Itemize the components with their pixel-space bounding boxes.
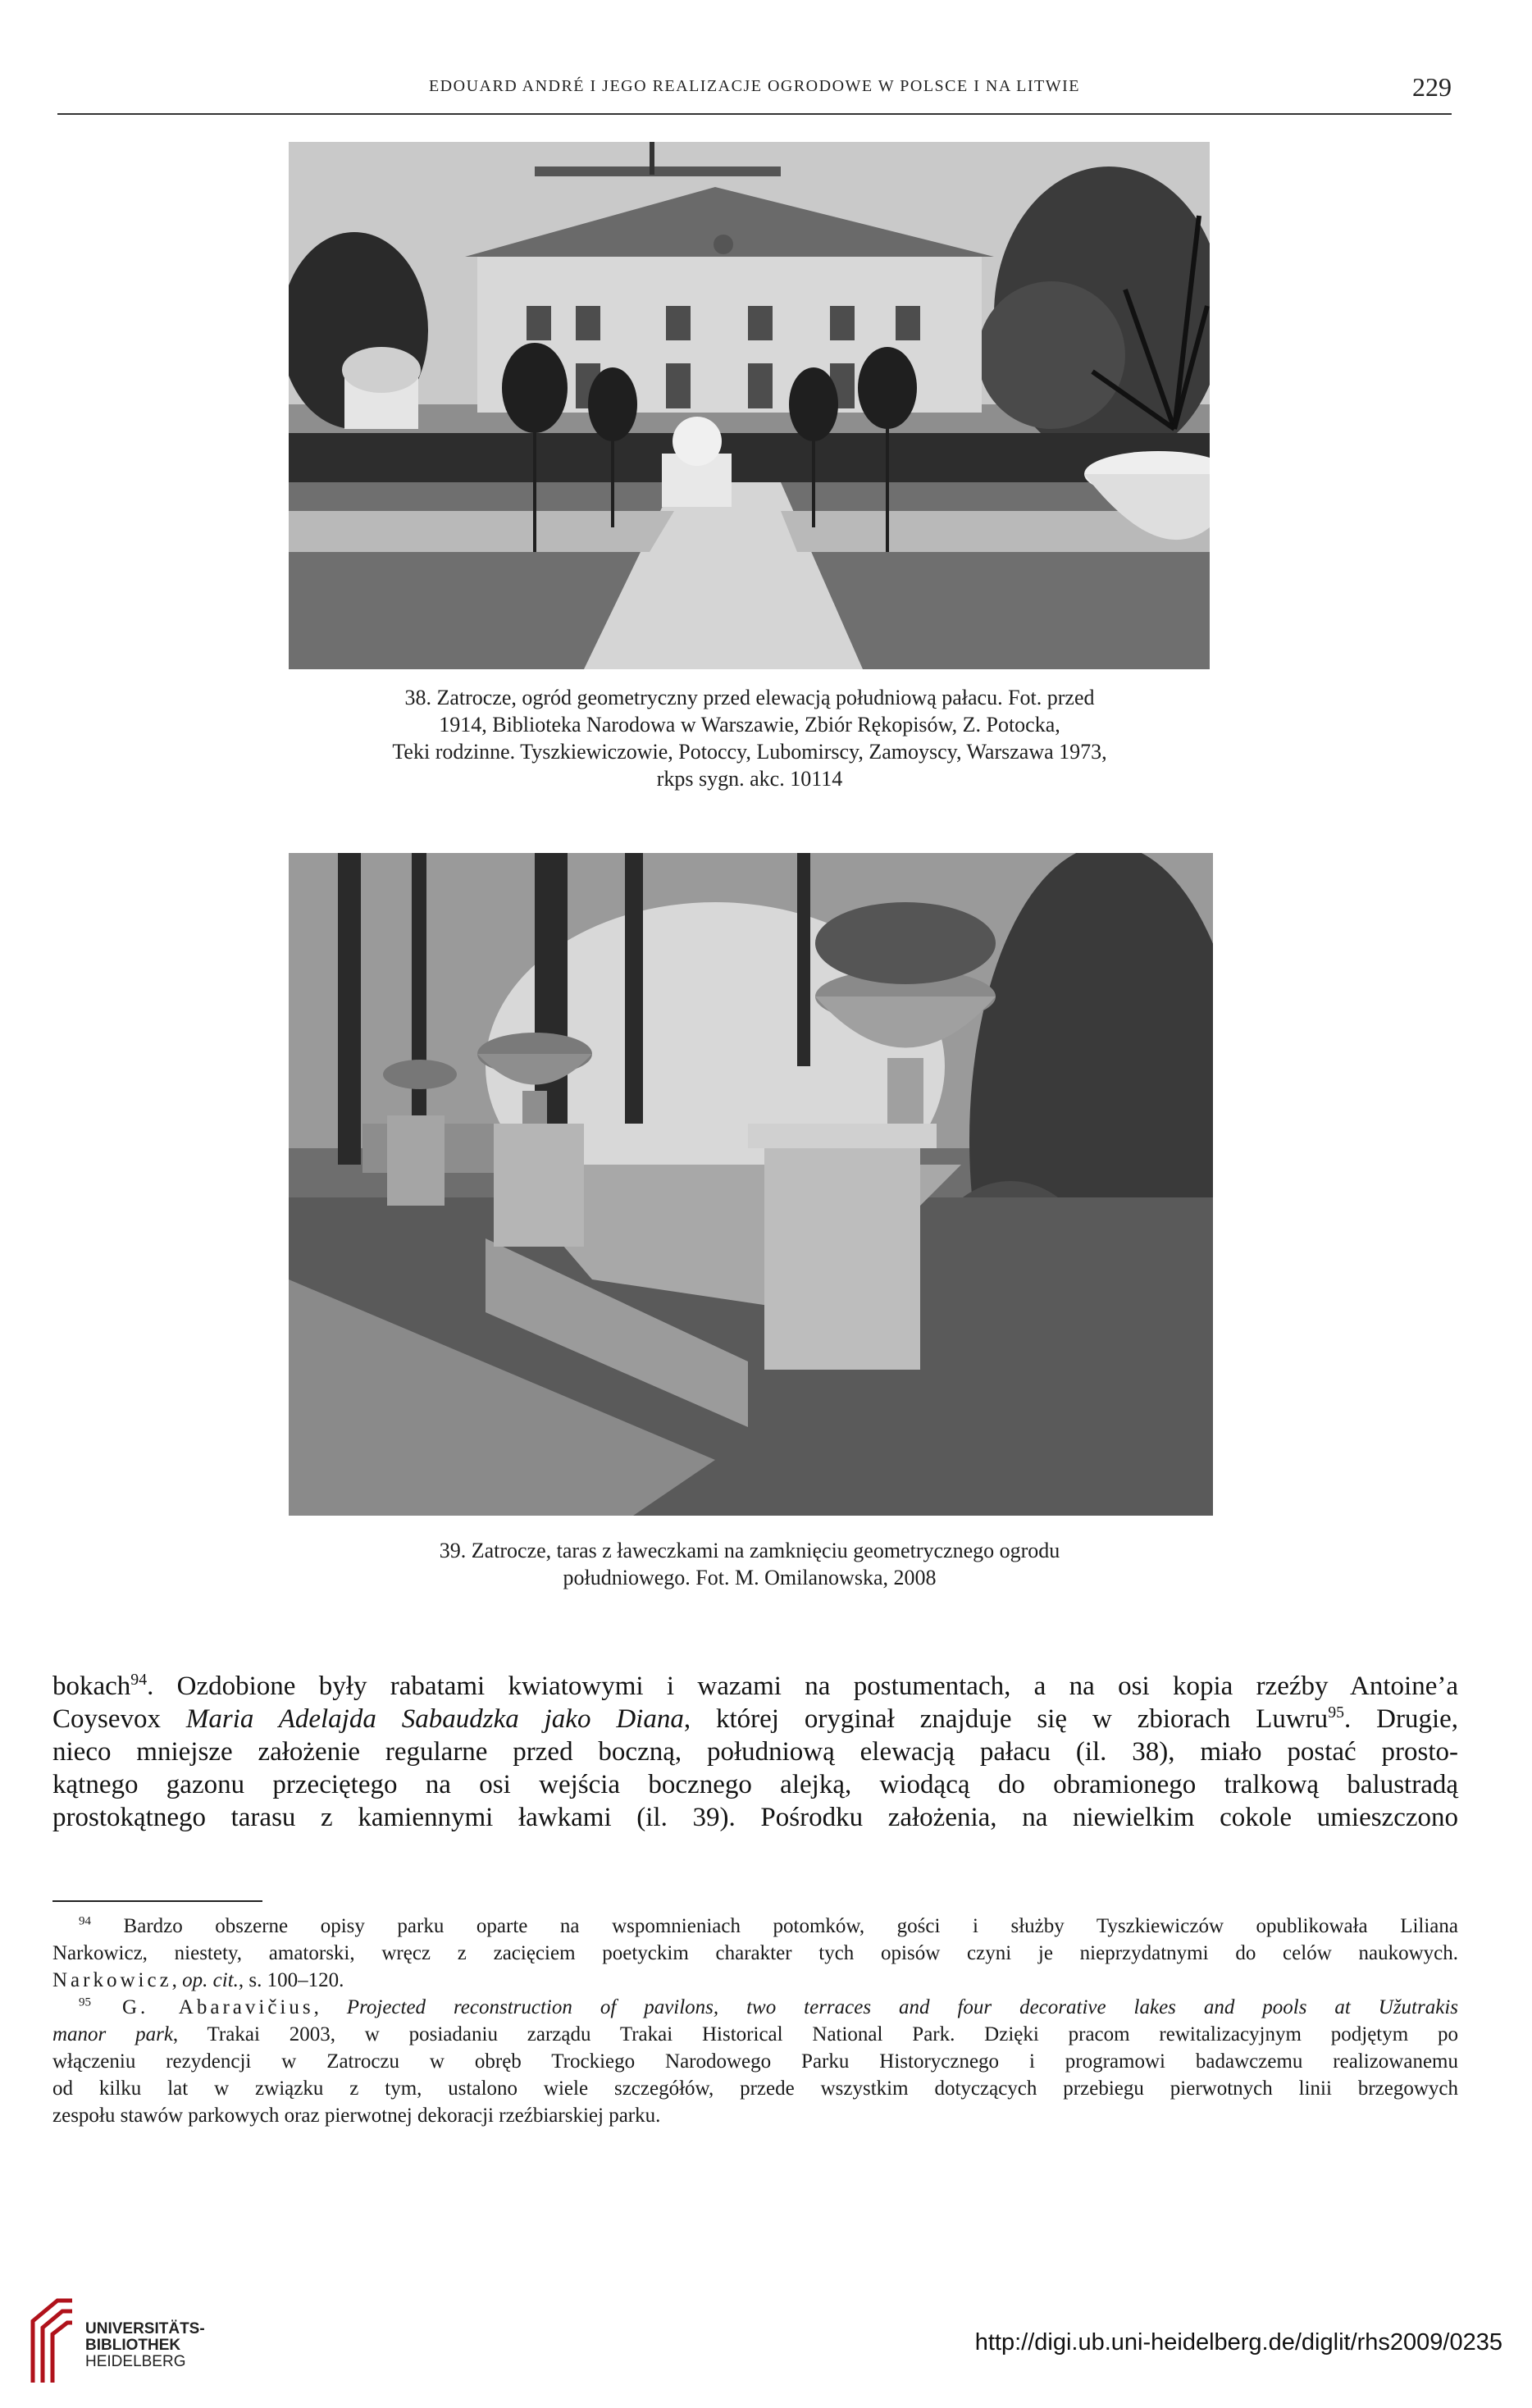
body-text-run: Coysevox (52, 1704, 186, 1734)
body-line: kątnego gazonu przeciętego na osi wejścia bocznego alejką, wiodącą do obramionego tralkową balustradą (52, 1770, 1458, 1799)
footnote-95 (52, 1994, 1458, 2129)
footnote-line (52, 1913, 1458, 1940)
footnote-line: Narkowicz, niestety, amatorski, wręcz z zacięciem poetyckim charakter tych opisów czyni je nieprzydatnymi do celów naukowych. (52, 1942, 1458, 1964)
footnote-line (52, 1994, 1458, 2021)
footnotes (52, 1913, 1458, 2129)
footnote-text: , (171, 1969, 183, 1991)
body-line: prostokątnego tarasu z kamiennymi ławkami (il. 39). Pośrodku założenia, na niewielkim cokole umieszczono (52, 1803, 1458, 1832)
header-rule (57, 113, 1452, 115)
running-title: EDOUARD ANDRÉ I JEGO REALIZACJE OGRODOWE W POLSCE I NA LITWIE (428, 77, 1081, 95)
running-header (57, 72, 1452, 108)
caption-line: 1914, Biblioteka Narodowa w Warszawie, Zbiór Rękopisów, Z. Potocka, (439, 713, 1060, 737)
library-name-line: UNIVERSITÄTS- (85, 2320, 205, 2337)
work-title: Projected reconstruction of pavilons, two terraces and four decorative lakes and pools at Užutrakis (346, 1996, 1458, 2018)
figure-38-caption (271, 684, 1229, 792)
author-name: Narkowicz (52, 1969, 172, 1991)
library-name-line: BIBLIOTHEK (85, 2337, 181, 2354)
body-text-run: bokach (52, 1671, 131, 1701)
body-line (52, 1703, 1458, 1735)
terrace-image (289, 853, 1213, 1516)
page-number: 229 (1412, 72, 1452, 102)
caption-line: rkps sygn. akc. 10114 (656, 767, 843, 791)
work-title: manor park (52, 2023, 173, 2045)
caption-line: Teki rodzinne. Tyszkiewiczowie, Potoccy, Lubomirscy, Zamoyscy, Warszawa 1973, (392, 740, 1107, 764)
figure-38-photo (289, 142, 1210, 669)
footnote-line (52, 1967, 1458, 1994)
footnote-ref-94[interactable]: 94 (130, 1671, 148, 1689)
library-logo-icon (25, 2296, 77, 2387)
permalink-url[interactable]: http://digi.ub.uni-heidelberg.de/diglit/rhs2009/0235 (974, 2329, 1502, 2356)
citation-abbrev: op. cit. (182, 1969, 239, 1991)
footnote-line: zespołu stawów parkowych oraz pierwotnej dekoracji rzeźbiarskiej parku. (52, 2105, 661, 2127)
author-name: G. Abaravičius (91, 1996, 314, 2018)
library-name (85, 2321, 205, 2370)
footnote-rule (52, 1900, 262, 1902)
footnote-94 (52, 1913, 1458, 1994)
figure-39-caption (271, 1537, 1229, 1591)
body-line (52, 1670, 1458, 1703)
footnote-text: , (313, 1996, 347, 2018)
digitization-footer (0, 2296, 1532, 2408)
footnote-line: od kilku lat w związku z tym, ustalono wiele szczegółów, przede wszystkim dotyczących przebiegu pierwotnych linii brzegowych (52, 2077, 1458, 2100)
artwork-title: Maria Adelajda Sabaudzka jako Diana (185, 1704, 684, 1734)
library-name-line: HEIDELBERG (85, 2353, 186, 2370)
palace-garden-image (289, 142, 1210, 669)
figure-39-photo (289, 853, 1213, 1516)
body-text-run: . Ozdobione były rabatami kwiatowymi i wazami na postumentach, a na osi kopia rzeźby Antoine’a (147, 1671, 1458, 1701)
footnote-line (52, 2021, 1458, 2048)
footnote-text: , Trakai 2003, w posiadaniu zarządu Trakai Historical National Park. Dzięki pracom rewitalizacyjnym podjętym po (172, 2023, 1458, 2045)
body-line: nieco mniejsze założenie regularne przed boczną, południową elewacją pałacu (il. 38), miało postać prosto- (52, 1737, 1458, 1767)
caption-line: południowego. Fot. M. Omilanowska, 2008 (563, 1566, 937, 1589)
caption-line: 38. Zatrocze, ogród geometryczny przed elewacją południową pałacu. Fot. przed (404, 686, 1095, 709)
footnote-text: , s. 100–120. (238, 1969, 344, 1991)
footnote-ref-95[interactable]: 95 (1328, 1703, 1344, 1722)
body-text-run: . Drugie, (1343, 1704, 1459, 1734)
footnote-line: włączeniu rezydencji w Zatroczu w obręb Trockiego Narodowego Parku Historycznego i programowi badawczemu realizowanemu (52, 2050, 1458, 2073)
footnote-number: 94 (79, 1914, 91, 1928)
footnote-text: Bardzo obszerne opisy parku oparte na wspomnieniach potomków, gości i służby Tyszkiewiczów opublikowała Liliana (91, 1915, 1458, 1937)
caption-line: 39. Zatrocze, taras z ławeczkami na zamknięciu geometrycznego ogrodu (439, 1539, 1060, 1562)
footnote-number: 95 (79, 1995, 91, 2009)
body-paragraph (52, 1670, 1458, 1834)
body-text-run: , której oryginał znajduje się w zbiorach Luwru (683, 1704, 1329, 1734)
